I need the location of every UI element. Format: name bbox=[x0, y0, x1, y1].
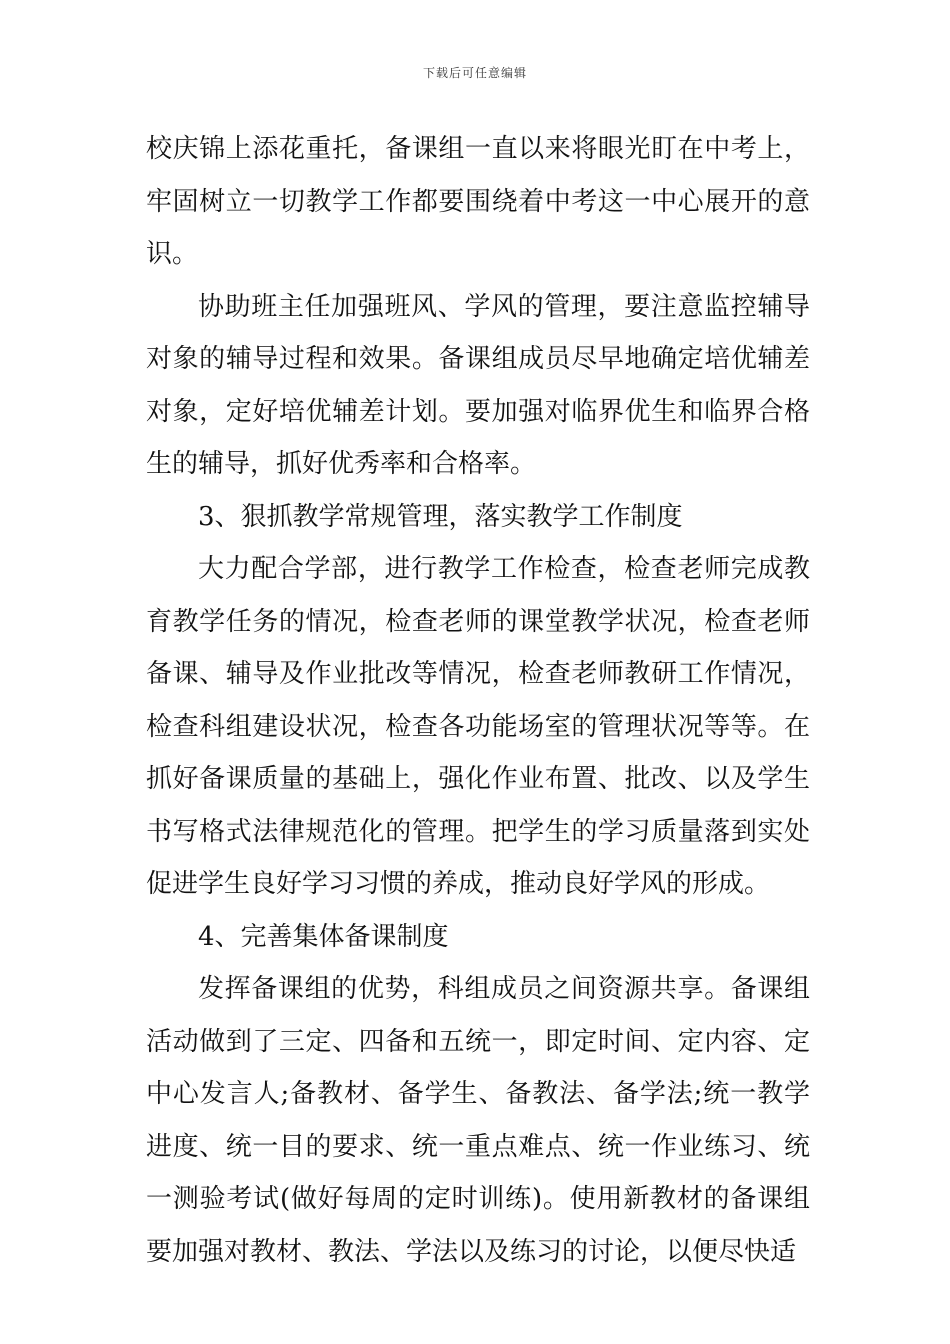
paragraph-collective-lesson-prep: 发挥备课组的优势，科组成员之间资源共享。备课组活动做到了三定、四备和五统一，即定时间、定内容、定中心发言人;备教材、备学生、备教法、备学法;统一教学进度、统一目的要求、统一重点难点、统一作业练习、统一测验考试(做好每周的定时训练)。使用新教材的备课组要加强对教材、教法、学法以及练习的讨论，以便尽快适 bbox=[146, 974, 810, 1267]
paragraph-class-management: 协助班主任加强班风、学风的管理，要注意监控辅导对象的辅导过程和效果。备课组成员尽早地确定培优辅差对象，定好培优辅差计划。要加强对临界优生和临界合格生的辅导，抓好优秀率和合格率。 bbox=[146, 291, 810, 479]
paragraph-continuation: 校庆锦上添花重托，备课组一直以来将眼光盯在中考上，牢固树立一切教学工作都要围绕着中考这一中心展开的意识。 bbox=[146, 134, 810, 269]
section-heading-4: 4、完善集体备课制度 bbox=[198, 921, 449, 952]
page-header: 下载后可任意编辑 bbox=[422, 66, 527, 80]
document-body bbox=[146, 123, 810, 1278]
section-heading-3: 3、狠抓教学常规管理，落实教学工作制度 bbox=[198, 501, 683, 532]
paragraph-teaching-inspection: 大力配合学部，进行教学工作检查，检查老师完成教育教学任务的情况，检查老师的课堂教学状况，检查老师备课、辅导及作业批改等情况，检查老师教研工作情况，检查科组建设状况，检查各功能场室的管理状况等等。在抓好备课质量的基础上，强化作业布置、批改、以及学生书写格式法律规范化的管理。把学生的学习质量落到实处促进学生良好学习习惯的养成，推动良好学风的形成。 bbox=[146, 554, 810, 899]
